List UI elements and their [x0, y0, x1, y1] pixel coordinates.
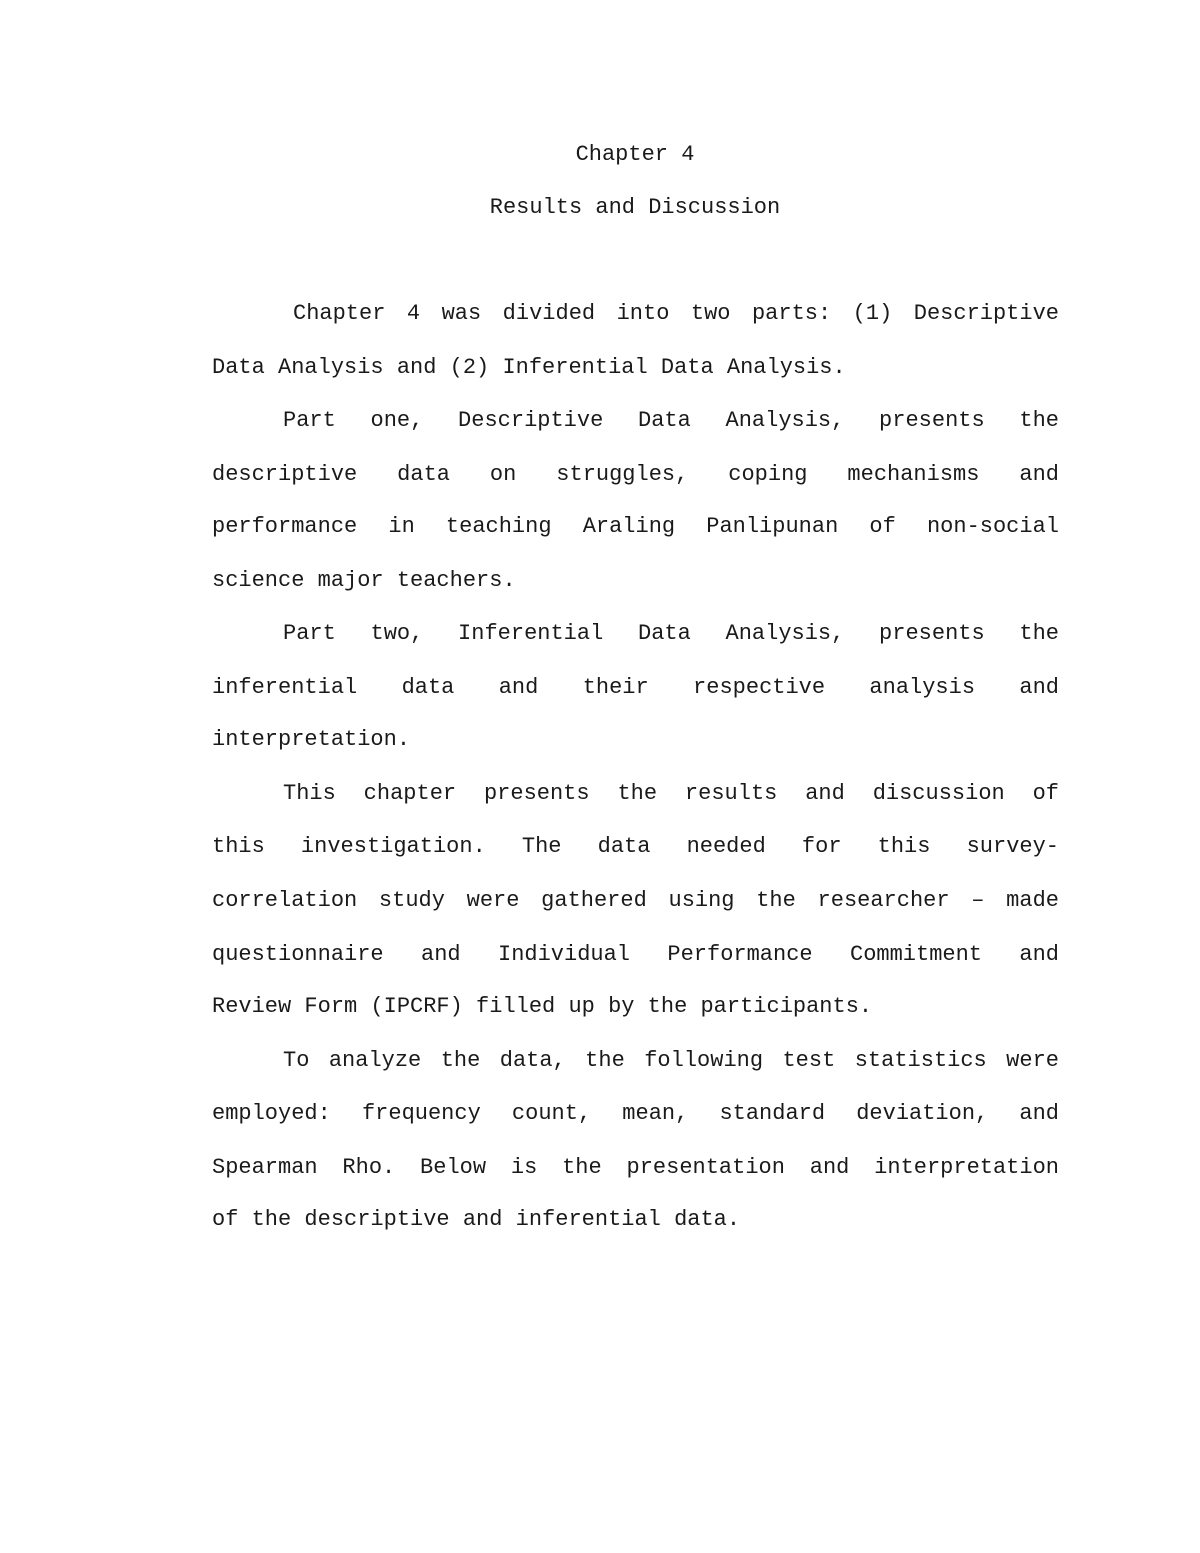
paragraph-line: Data Analysis and (2) Inferential Data Analysis.: [212, 355, 846, 380]
paragraph-line: performance in teaching Araling Panlipunan of non-social: [212, 514, 1059, 539]
chapter-number: Chapter 4: [575, 142, 695, 167]
paragraph-line: To analyze the data, the following test statistics were: [283, 1048, 1059, 1073]
paragraph-line: descriptive data on struggles, coping mechanisms and: [212, 462, 1059, 487]
paragraph-line: This chapter presents the results and discussion of: [283, 781, 1059, 806]
paragraph-line: Review Form (IPCRF) filled up by the participants.: [212, 994, 873, 1019]
paragraph-line: questionnaire and Individual Performance Commitment and: [212, 942, 1059, 967]
paragraph-line: inferential data and their respective analysis and: [212, 675, 1059, 700]
paragraph-line: of the descriptive and inferential data.: [212, 1207, 741, 1232]
chapter-title: Results and Discussion: [489, 195, 781, 220]
paragraph-line: Spearman Rho. Below is the presentation and interpretation: [212, 1155, 1059, 1180]
paragraph-line: this investigation. The data needed for this survey-: [212, 834, 1059, 859]
paragraph-line: science major teachers.: [212, 568, 516, 593]
paragraph-line: Part one, Descriptive Data Analysis, presents the: [283, 408, 1059, 433]
paragraph-line: correlation study were gathered using the researcher – made: [212, 888, 1059, 913]
paragraph-line: Part two, Inferential Data Analysis, presents the: [283, 621, 1059, 646]
paragraph-line: interpretation.: [212, 727, 411, 752]
paragraph-line: Chapter 4 was divided into two parts: (1) Descriptive: [293, 301, 1059, 326]
paragraph-line: employed: frequency count, mean, standard deviation, and: [212, 1101, 1059, 1126]
